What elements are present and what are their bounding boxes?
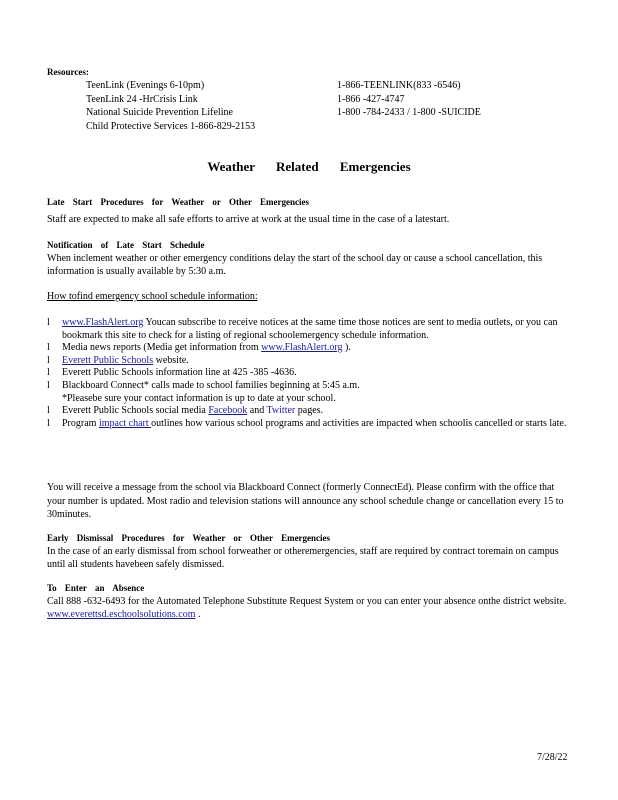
resource-name: TeenLink (Evenings 6-10pm) <box>86 80 205 91</box>
social-end: pages. <box>295 405 324 417</box>
notification-text: When inclement weather or other emergency conditions delay the start of the school day or cause a school cancellation, this information is usually available by 5:30 a.m. <box>47 253 543 277</box>
document-date: 7/28/22 <box>537 752 568 763</box>
flashalert-link[interactable]: www.FlashAlert.org <box>62 317 144 328</box>
list-marker: l <box>47 317 50 328</box>
list-item <box>47 418 567 431</box>
resource-phone: 1-800 -784-2433 / 1-800 -SUICIDE <box>337 107 481 118</box>
late-start-heading: Late Start Procedures for Weather or Other Emergencies <box>47 197 310 207</box>
infoline-text: Everett Public Schools information line at 425 -385 -4636. <box>62 367 297 379</box>
program-text-end: outlines how various school programs and activities are impacted when schoolis cancelled or starts late. <box>151 417 567 429</box>
resource-item <box>64 107 233 118</box>
list-marker: l <box>47 367 50 379</box>
absence-heading: To Enter an Absence <box>47 583 145 593</box>
resource-phone: 1-866-TEENLINK(833 -6546) <box>337 80 461 91</box>
media-flashalert-link[interactable]: www.FlashAlert.org <box>261 342 343 354</box>
resources-title: Resources: <box>47 67 89 77</box>
program-text: Program <box>62 417 99 429</box>
list-item <box>47 355 567 368</box>
blackboard-note: *Pleasebe sure your contact information is up to date at your school. <box>62 392 336 404</box>
eps-website-text: website. <box>153 354 189 366</box>
late-start-text: Staff are expected to make all safe efforts to arrive at work at the usual time in the case of a latestart. <box>47 214 450 225</box>
absence-paragraph <box>47 595 567 621</box>
blackboard-text: Blackboard Connect* calls made to school families beginning at 5:45 a.m. <box>62 379 360 391</box>
absence-trail: . <box>195 609 201 620</box>
twitter-link[interactable]: Twitter <box>266 405 296 417</box>
list-marker: l <box>47 417 50 429</box>
list-item <box>47 380 567 405</box>
impact-chart-link[interactable]: impact chart <box>98 417 152 429</box>
resource-name: TeenLink 24 -HrCrisis Link <box>86 94 198 105</box>
flashalert-text: Youcan subscribe to receive notices at the same time those notices are sent to media outlets, or you can bookmark this site to check for a listing of regional schoolemergency schedule information. <box>62 317 558 341</box>
media-text-end: ). <box>342 342 351 354</box>
resource-item <box>64 121 255 132</box>
resource-phone: 1-866 -427-4747 <box>337 94 405 105</box>
notification-heading: Notification of Late Start Schedule <box>47 240 205 250</box>
eps-website-link[interactable]: Everett Public Schools <box>62 354 154 366</box>
list-item <box>47 405 567 418</box>
list-item <box>47 367 567 380</box>
resource-item <box>64 80 204 91</box>
early-dismissal-text: In the case of an early dismissal from school forweather or otheremergencies, staff are required by contract toremain on campus until all students havebeen safely dismissed. <box>47 546 559 570</box>
message-text: You will receive a message from the school via Blackboard Connect (formerly ConnectEd). Please confirm with the office that your number is updated. Most radio and television stations will announce any school schedule change or cancellation every 15 to 30minutes. <box>47 482 564 520</box>
list-marker: l <box>47 405 50 417</box>
resource-name: National Suicide Prevention Lifeline <box>86 107 233 118</box>
page-title: Weather Related Emergencies <box>207 159 411 174</box>
info-list <box>47 317 567 430</box>
social-and: and <box>247 405 267 417</box>
list-marker: l <box>47 379 50 391</box>
resource-name: Child Protective Services 1-866-829-2153 <box>86 121 256 132</box>
how-to-heading: How tofind emergency school schedule information: <box>47 291 258 302</box>
list-marker: l <box>47 354 50 366</box>
eschoolsolutions-link[interactable]: www.everettsd.eschoolsolutions.com <box>47 609 196 620</box>
early-dismissal-heading: Early Dismissal Procedures for Weather or Other Emergencies <box>47 533 331 543</box>
social-text: Everett Public Schools social media <box>62 405 209 417</box>
resource-item <box>64 94 198 105</box>
list-marker: l <box>47 342 50 354</box>
list-item <box>47 342 567 355</box>
media-text: Media news reports (Media get information from <box>62 342 262 354</box>
list-item <box>47 317 567 342</box>
facebook-link[interactable]: Facebook <box>208 405 248 417</box>
absence-text: Call 888 -632-6493 for the Automated Telephone Substitute Request System or you can enter your absence onthe district website. <box>47 596 567 607</box>
